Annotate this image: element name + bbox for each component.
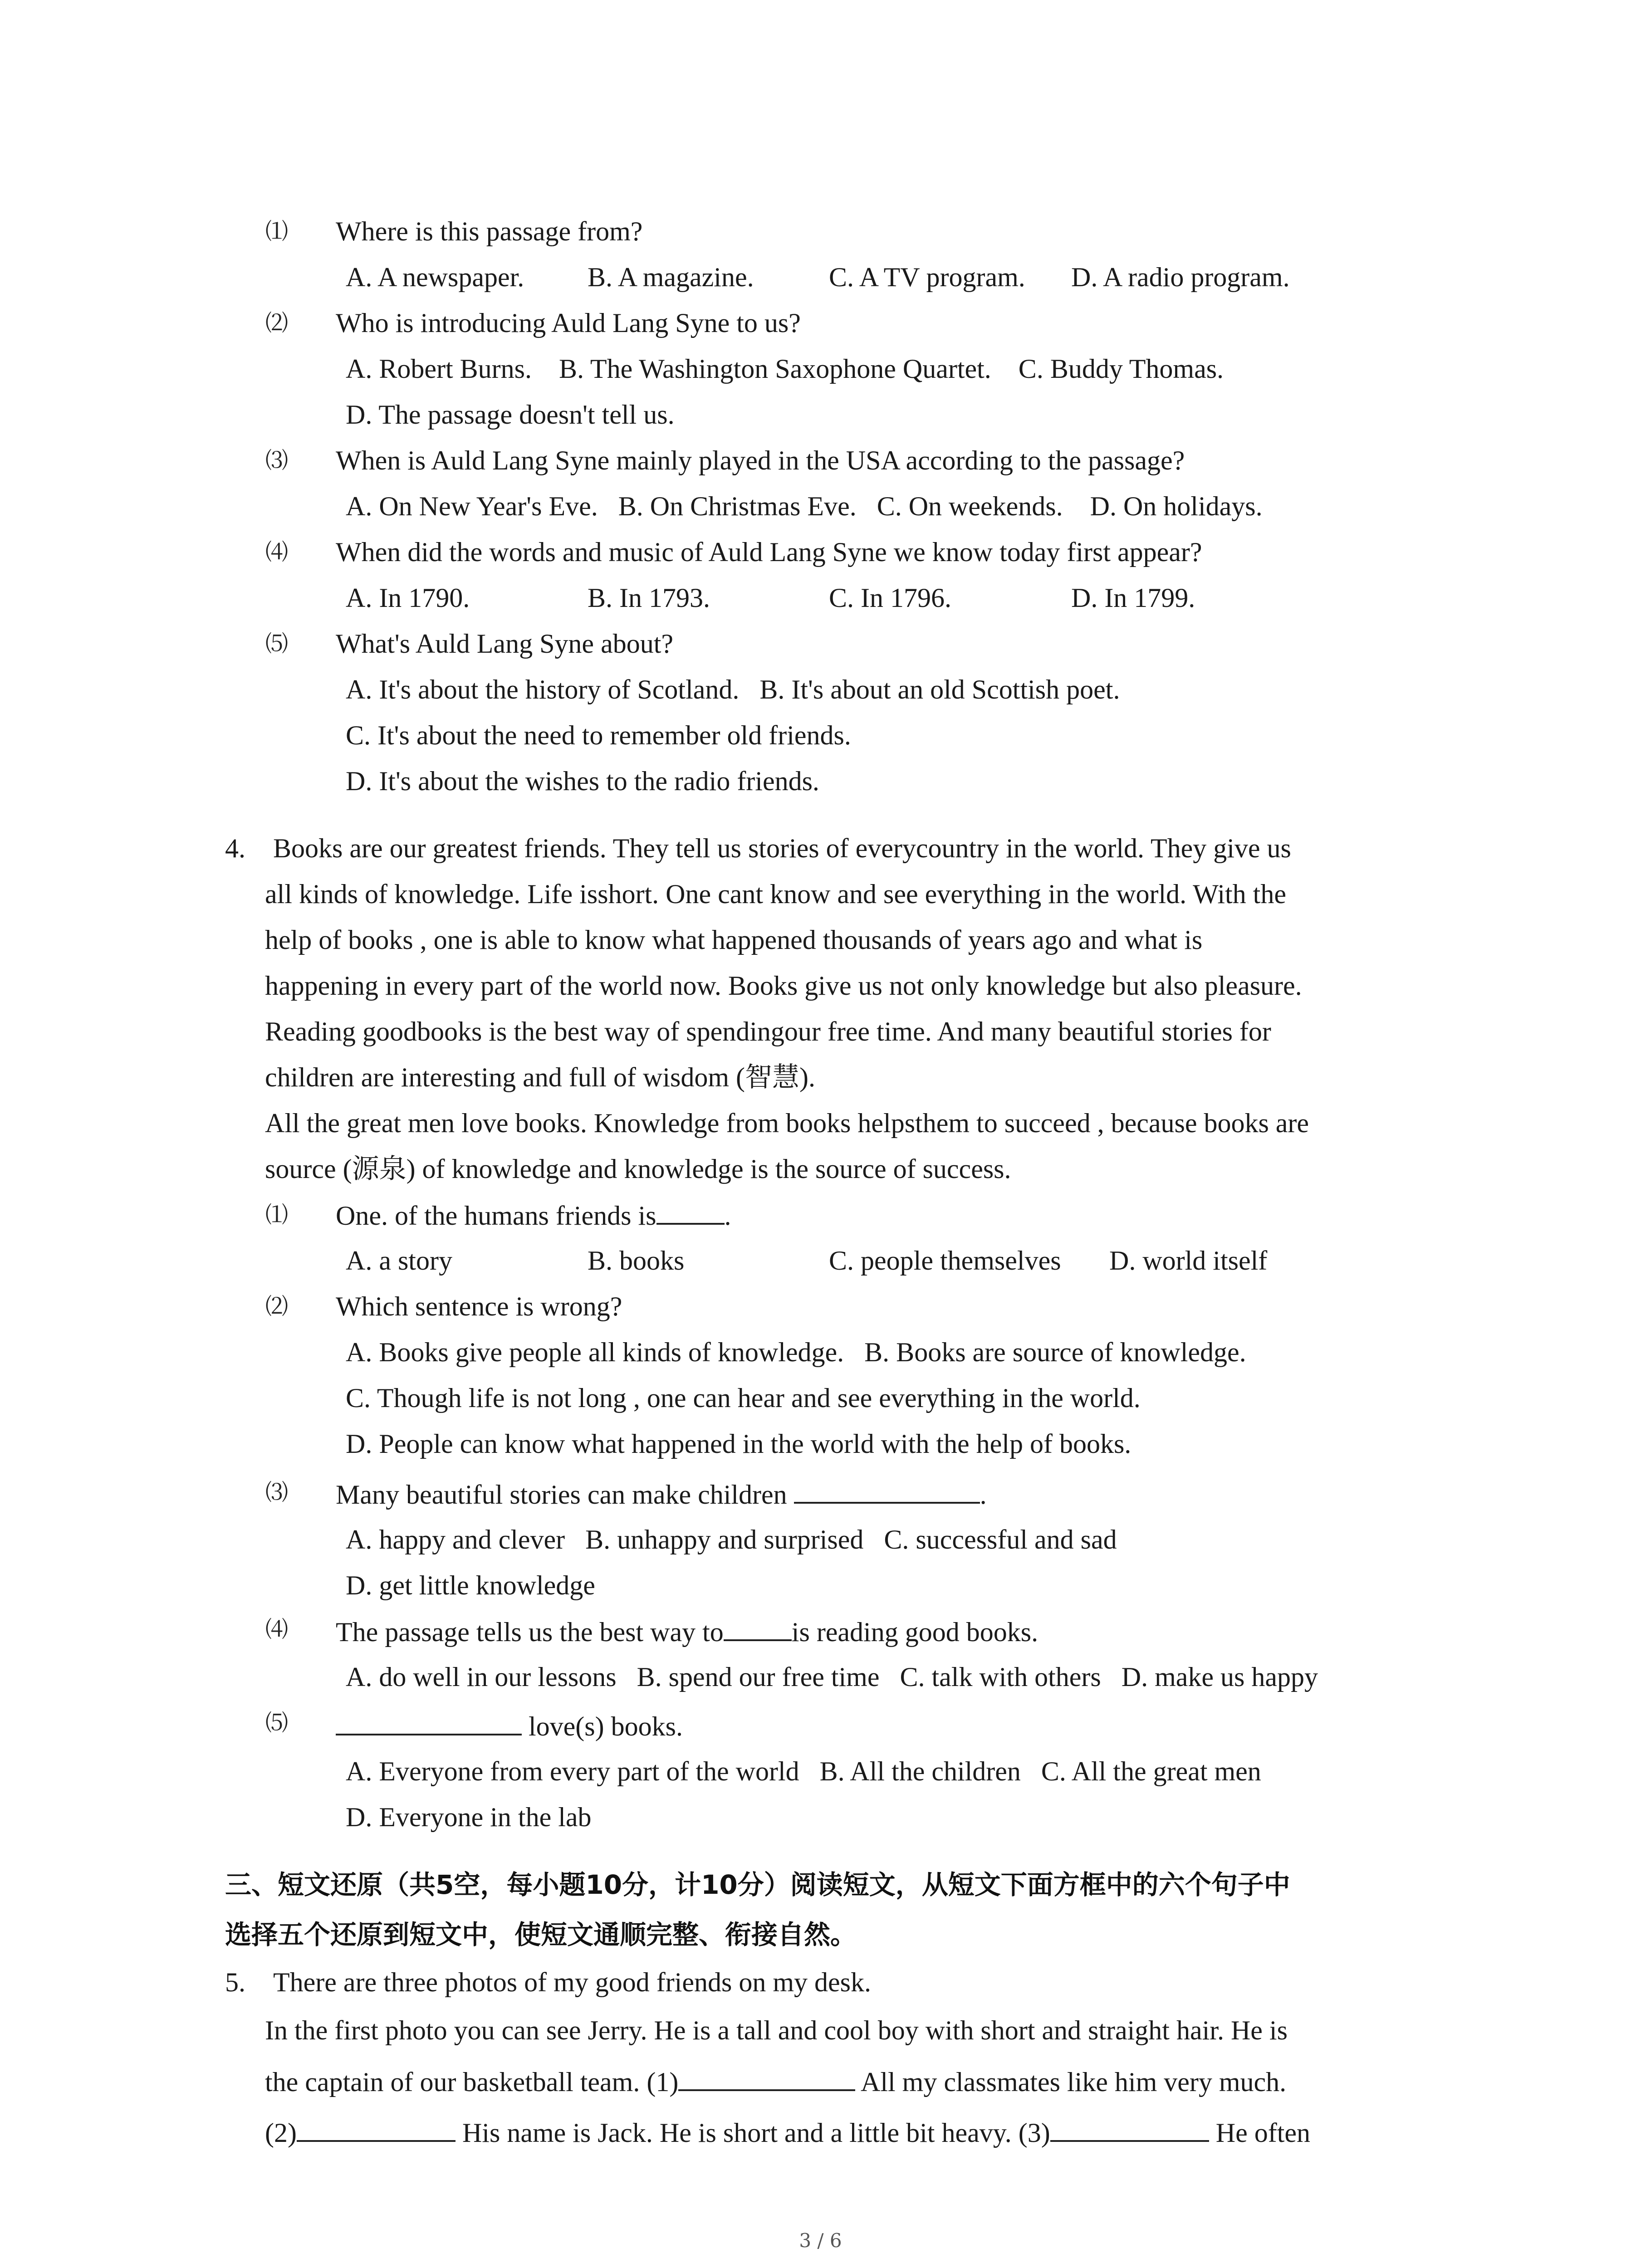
- passage-line: all kinds of knowledge. Life isshort. One cant know and see everything in the world. With the: [265, 879, 1286, 909]
- question-number: ⑵: [265, 310, 288, 336]
- answer-blank-3: [1050, 2114, 1209, 2142]
- question-text-before: Many beautiful stories can make children: [336, 1480, 794, 1510]
- question-text: Which sentence is wrong?: [336, 1291, 622, 1321]
- passage-number: 4.: [225, 833, 245, 863]
- option-line: D. People can know what happened in the world with the help of books.: [346, 1429, 1132, 1459]
- passage-line: source (源泉) of knowledge and knowledge is the source of success.: [265, 1154, 1011, 1184]
- option-c: C. people themselves: [829, 1246, 1061, 1276]
- passage-line: [265, 2114, 1310, 2151]
- question-text: Where is this passage from?: [336, 216, 643, 246]
- option-line: D. It's about the wishes to the radio friends.: [346, 766, 819, 796]
- option-line: D. The passage doesn't tell us.: [346, 400, 675, 430]
- option-line: A. do well in our lessons B. spend our free time C. talk with others D. make us happy: [346, 1662, 1318, 1692]
- option-line: A. happy and clever B. unhappy and surprised C. successful and sad: [346, 1525, 1117, 1554]
- passage-line: There are three photos of my good friends on my desk.: [273, 1967, 871, 1997]
- question-number: ⑷: [265, 1616, 288, 1642]
- question-number: ⑷: [265, 539, 288, 565]
- passage-text: All my classmates like him very much.: [855, 2067, 1287, 2097]
- option-line: C. It's about the need to remember old friends.: [346, 720, 851, 750]
- question-number: ⑵: [265, 1293, 288, 1320]
- answer-blank: [656, 1197, 725, 1225]
- question-text: [336, 1197, 731, 1234]
- option-d: D. A radio program.: [1071, 262, 1290, 292]
- question-number: ⑸: [265, 1710, 288, 1736]
- question-text-after: .: [980, 1480, 987, 1510]
- option-line: A. Robert Burns. B. The Washington Saxophone Quartet. C. Buddy Thomas.: [346, 354, 1224, 384]
- question-text-after: love(s) books.: [522, 1711, 683, 1741]
- option-line: A. Books give people all kinds of knowledge. B. Books are source of knowledge.: [346, 1337, 1246, 1367]
- passage-text: He often: [1209, 2118, 1311, 2148]
- passage-line: [265, 2063, 1286, 2100]
- option-line: A. On New Year's Eve. B. On Christmas Eve. C. On weekends. D. On holidays.: [346, 491, 1263, 521]
- question-text: When is Auld Lang Syne mainly played in the USA according to the passage?: [336, 445, 1185, 475]
- section-heading: 选择五个还原到短文中，使短文通顺完整、衔接自然。: [225, 1919, 857, 1950]
- option-line: C. Though life is not long , one can hear and see everything in the world.: [346, 1383, 1141, 1413]
- question-text: [336, 1707, 683, 1745]
- question-text: What's Auld Lang Syne about?: [336, 629, 673, 659]
- question-text-before: The passage tells us the best way to: [336, 1617, 724, 1647]
- page-indicator: 3 / 6: [799, 2229, 842, 2252]
- passage-line: Reading goodbooks is the best way of spendingour free time. And many beautiful stories for: [265, 1017, 1271, 1046]
- passage-line: help of books , one is able to know what happened thousands of years ago and what is: [265, 925, 1203, 955]
- answer-blank-2: [297, 2114, 456, 2142]
- option-d: D. world itself: [1109, 1246, 1268, 1276]
- option-c: C. A TV program.: [829, 262, 1025, 292]
- passage-text: (2): [265, 2118, 297, 2148]
- answer-blank: [794, 1476, 980, 1504]
- passage-line: happening in every part of the world now. Books give us not only knowledge but also pleasure.: [265, 971, 1302, 1001]
- option-c: C. In 1796.: [829, 583, 951, 613]
- answer-blank-1: [678, 2063, 855, 2091]
- section-heading: 三、短文还原（共5空，每小题10分，计10分）阅读短文，从短文下面方框中的六个句子中: [225, 1869, 1290, 1900]
- option-a: A. a story: [346, 1246, 452, 1276]
- answer-blank: [336, 1707, 522, 1735]
- question-number: ⑶: [265, 1479, 288, 1505]
- question-text-before: One. of the humans friends is: [336, 1201, 656, 1231]
- question-text: [336, 1613, 1038, 1650]
- option-b: B. A magazine.: [588, 262, 754, 292]
- passage-line: Books are our greatest friends. They tell us stories of everycountry in the world. They give us: [273, 833, 1291, 863]
- passage-text: the captain of our basketball team. (1): [265, 2067, 679, 2097]
- option-a: A. In 1790.: [346, 583, 470, 613]
- option-b: B. In 1793.: [588, 583, 710, 613]
- question-number: ⑸: [265, 631, 288, 657]
- passage-line: In the first photo you can see Jerry. He is a tall and cool boy with short and straight hair. He is: [265, 2015, 1288, 2045]
- option-line: A. It's about the history of Scotland. B. It's about an old Scottish poet.: [346, 675, 1120, 704]
- question-text: When did the words and music of Auld Lang Syne we know today first appear?: [336, 537, 1202, 567]
- option-a: A. A newspaper.: [346, 262, 524, 292]
- question-text-after: is reading good books.: [791, 1617, 1038, 1647]
- question-text: Who is introducing Auld Lang Syne to us?: [336, 308, 801, 338]
- passage-line: children are interesting and full of wisdom (智慧).: [265, 1062, 816, 1092]
- option-line: D. get little knowledge: [346, 1570, 595, 1600]
- option-d: D. In 1799.: [1071, 583, 1195, 613]
- option-line: A. Everyone from every part of the world B. All the children C. All the great men: [346, 1756, 1261, 1786]
- question-text: [336, 1476, 987, 1513]
- passage-text: His name is Jack. He is short and a little bit heavy. (3): [455, 2118, 1050, 2148]
- question-number: ⑴: [265, 218, 288, 244]
- answer-blank: [724, 1613, 792, 1641]
- passage-number: 5.: [225, 1967, 245, 1997]
- option-b: B. books: [588, 1246, 685, 1276]
- question-number: ⑴: [265, 1202, 288, 1228]
- passage-line: All the great men love books. Knowledge from books helpsthem to succeed , because books are: [265, 1108, 1309, 1138]
- question-number: ⑶: [265, 447, 288, 474]
- option-line: D. Everyone in the lab: [346, 1802, 592, 1832]
- question-text-after: .: [724, 1201, 731, 1231]
